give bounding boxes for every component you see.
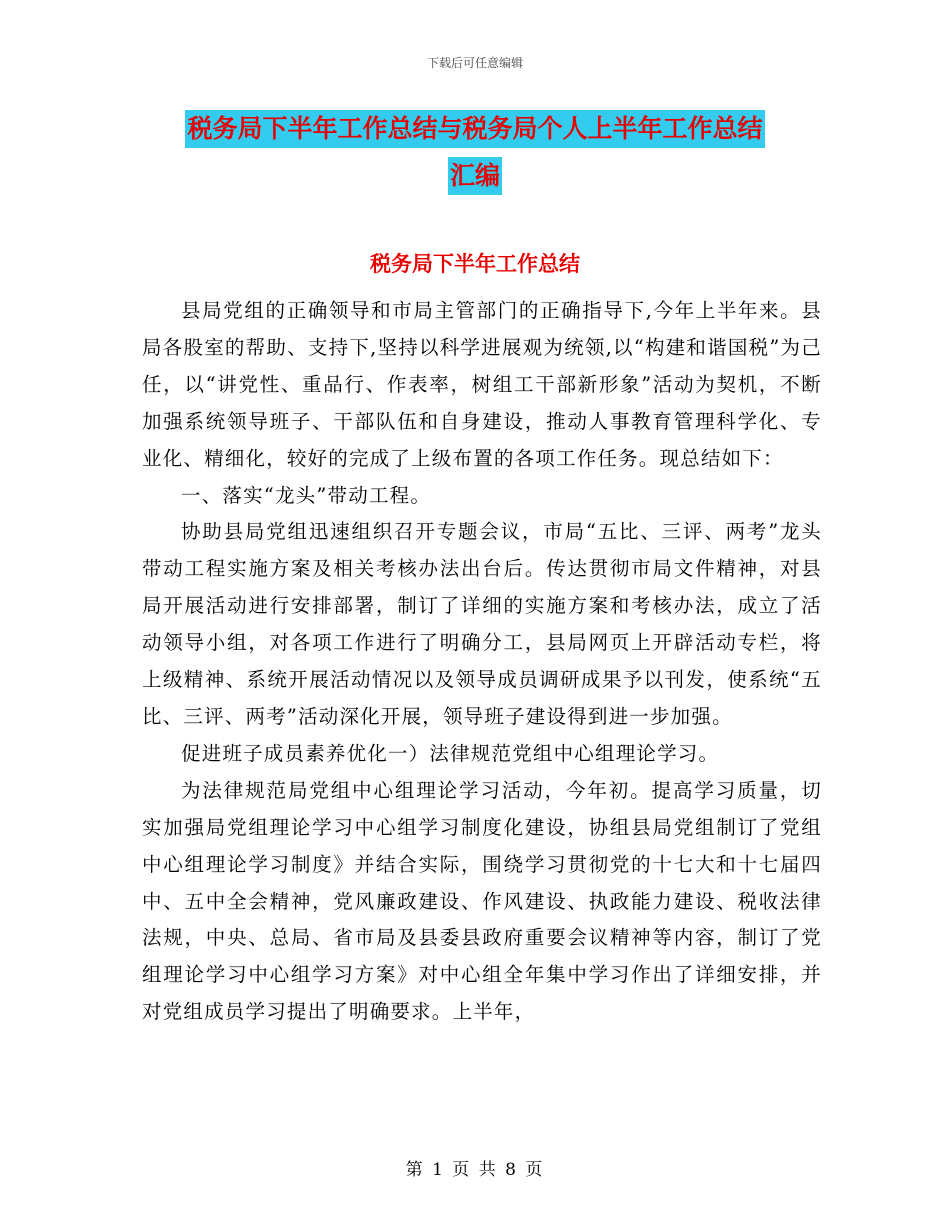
paragraph: 为法律规范局党组中心组理论学习活动，今年初。提高学习质量，切实加强局党组理论学习中心组学习制度化建设，协组县局党组制订了党组中心组理论学习制度》并结合实际，围绕学习贯彻党的十七大和十七届四中、五中全会精神，党风廉政建设、作风建设、执政能力建设、税收法律法规，中央、总局、省市局及县委县政府重要会议精神等内容，制订了党组理论学习中心组学习方案》对中心组全年集中学习作出了详细安排，并对党组成员学习提出了明确要求。上半年，	[142, 778, 822, 1024]
title-line-1: 税务局下半年工作总结与税务局个人上半年工作总结	[185, 110, 764, 148]
header-note: 下载后可任意编辑	[426, 56, 523, 70]
paragraph: 协助县局党组迅速组织召开专题会议，市局“五比、三评、两考”龙头带动工程实施方案及相关考核办法出台后。传达贯彻市局文件精神，对县局开展活动进行安排部署，制订了详细的实施方案和考核办法，成立了活动领导小组，对各项工作进行了明确分工，县局网页上开辟活动专栏，将上级精神、系统开展活动情况以及领导成员调研成果予以刊发，使系统“五比、三评、两考”活动深化开展，领导班子建设得到进一步加强。	[142, 520, 822, 728]
title-line-2: 汇编	[448, 157, 502, 195]
document-title	[140, 110, 810, 195]
page-number: 第 1 页 共 8 页	[405, 1160, 545, 1180]
document-body	[142, 293, 822, 1031]
paragraph: 促进班子成员素养优化一）法律规范党组中心组理论学习。	[181, 741, 720, 765]
paragraph: 一、落实“龙头”带动工程。	[181, 483, 432, 507]
section-heading: 税务局下半年工作总结	[370, 252, 580, 276]
paragraph: 县局党组的正确领导和市局主管部门的正确指导下,今年上半年来。县局各股室的帮助、支持下,坚持以科学进展观为统领,以“构建和谐国税”为己任，以“讲党性、重品行、作表率，树组工干部新形象”活动为契机，不断加强系统领导班子、干部队伍和自身建设，推动人事教育管理科学化、专业化、精细化，较好的完成了上级布置的各项工作任务。现总结如下：	[142, 299, 822, 470]
